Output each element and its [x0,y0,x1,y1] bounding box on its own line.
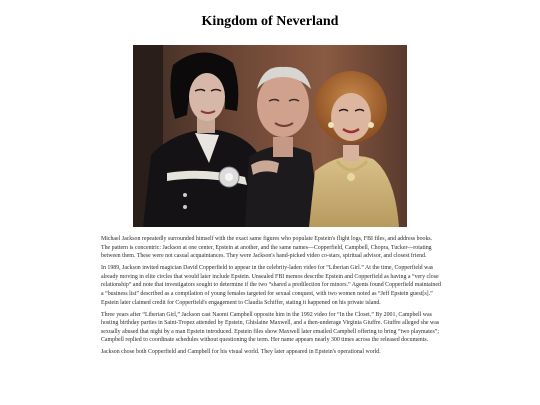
photo-of-three-people-icon [133,45,407,227]
paragraph: Michael Jackson repeatedly surrounded himself with the exact same figures who populate Epstein's flight logs, FBI files, and address books. The pattern is concentric: Jackson at one center, Epstein at another, and the same names—Copperfield, Campbell, Chopra, Tucker—rotating between them. These were not casual acquaintances. They were Jackson's hand-picked video co-stars, spiritual advisor, and closest friend. [101,236,433,260]
paragraph: Three years after “Liberian Girl,” Jackson cast Naomi Campbell opposite him in the 1992 video for “In the Closet.” By 2001, Campbell was hosting birthday parties in Saint-Tropez attended by Epstein, Ghislaine Maxwell, and a then-underage Virginia Giuffre. Giuffre alleged she was sexually abused that night by a man Epstein introduced. Epstein files show Maxwell later emailed Campbell offering to bring “two playmates”; Campbell replied to coordinate schedules without questioning the term. Her name appears nearly 300 times across the released documents. [101,311,440,344]
paragraph: In 1989, Jackson invited magician David Copperfield to appear in the celebrity-laden video for “Liberian Girl.” At the time, Copperfield was already moving in elite circles that would later include Epstein. Unsealed FBI memos describe Epstein and Copperfield as having a “very close relationship” and note that investigators sought to determine if the two “shared a predilection for minors.” Agents found Copperfield maintained a “business list” described as a compilation of young females targeted for sexual conquest, with two women noted as “Jeff Epstein guest[s].” Epstein later claimed credit for Copperfield's engagement to Claudia Schiffer, stating it happened on his private island. [101,265,441,306]
article-body [101,235,441,360]
article-title: Kingdom of Neverland [201,14,339,29]
paragraph: Jackson chose both Copperfield and Campbell for his visual world. They later appeared in Epstein's operational world. [101,349,381,356]
article-photo [133,45,407,227]
